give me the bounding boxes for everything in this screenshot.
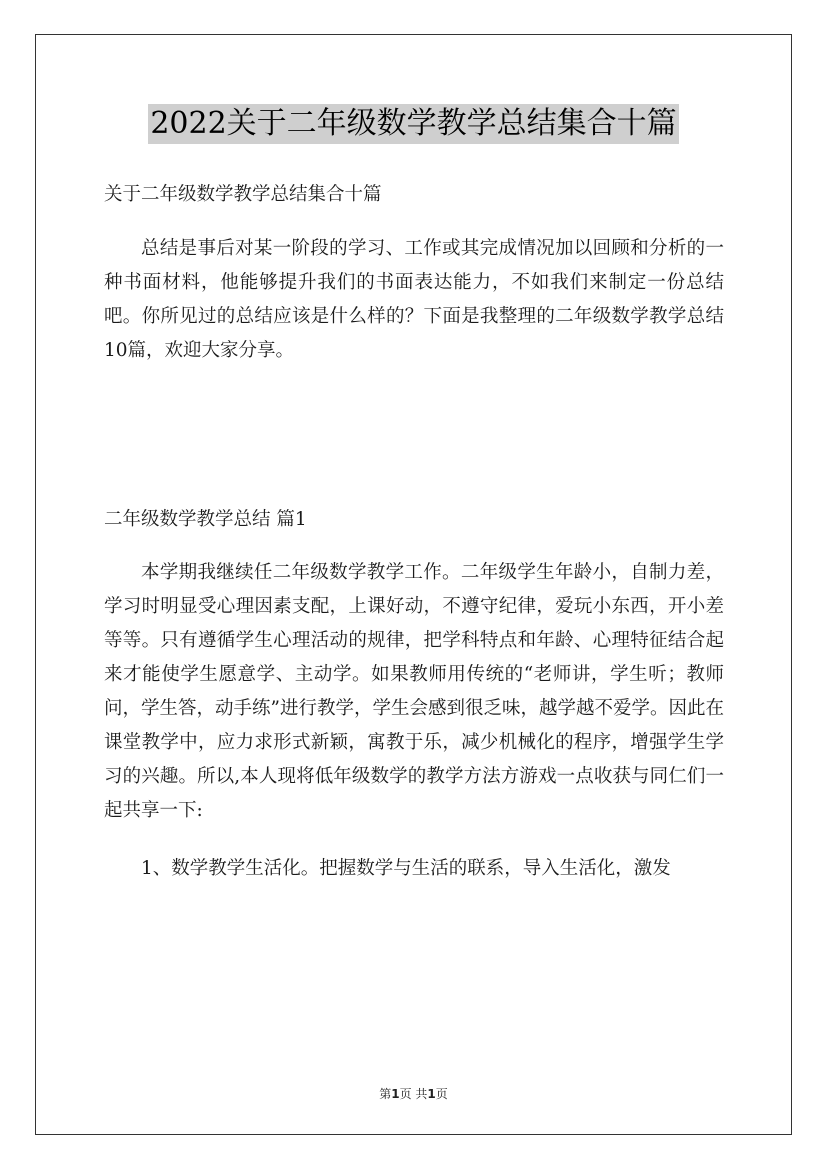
section-paragraph: 本学期我继续任二年级数学教学工作。二年级学生年龄小，自制力差，学习时明显受心理因素支配，上课好动，不遵守纪律，爱玩小东西，开小差等等。只有遵循学生心理活动的规律，把学科特点和年龄、心理特征结合起来才能使学生愿意学、主动学。如果教师用传统的“老师讲，学生听；教师问，学生答，动手练”进行教学，学生会感到很乏味，越学越不爱学。因此在课堂教学中，应力求形式新颖，寓教于乐，减少机械化的程序，增强学生学习的兴趣。所以,本人现将低年级数学的教学方法方游戏一点收获与同仁们一起共享一下: <box>104 562 724 821</box>
footer-total-pages: 1 <box>427 1087 436 1101</box>
footer-prefix: 第 <box>379 1087 392 1101</box>
intro-paragraph: 总结是事后对某一阶段的学习、工作或其完成情况加以回顾和分析的一种书面材料，他能够提升我们的书面表达能力，不如我们来制定一份总结吧。你所见过的总结应该是什么样的？下面是我整理的二年级数学教学总结10篇，欢迎大家分享。 <box>104 238 724 361</box>
footer-page-number: 1 <box>391 1087 400 1101</box>
section-paragraph: 1、数学教学生活化。把握数学与生活的联系，导入生活化，激发 <box>141 858 671 879</box>
footer-page-suffix: 页 共 <box>399 1087 428 1101</box>
title-container <box>0 104 827 144</box>
document-subtitle: 关于二年级数学教学总结集合十篇 <box>104 184 382 205</box>
document-title: 2022关于二年级数学教学总结集合十篇 <box>148 104 678 144</box>
section-body <box>104 556 724 886</box>
page-footer <box>0 1085 827 1102</box>
intro-section <box>104 232 724 368</box>
section-heading: 二年级数学教学总结 篇1 <box>104 509 307 530</box>
footer-total-suffix: 页 <box>435 1087 448 1101</box>
